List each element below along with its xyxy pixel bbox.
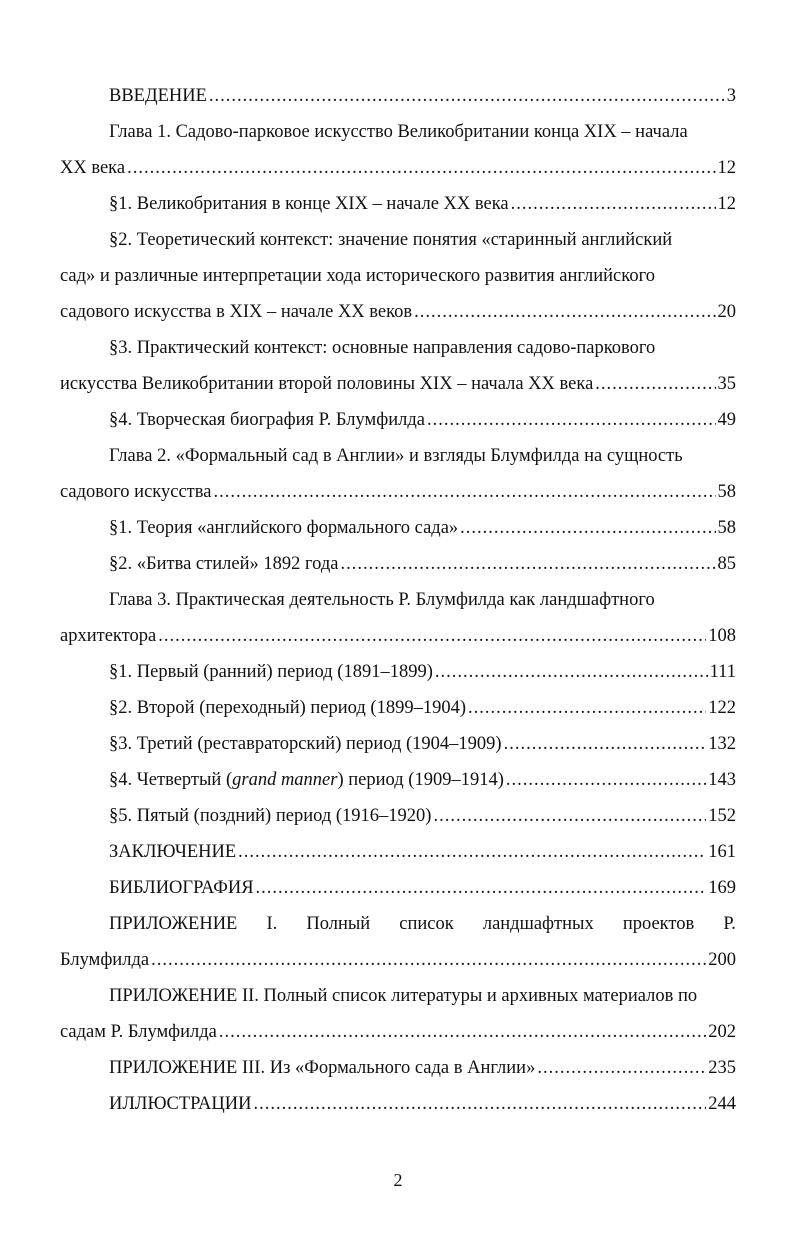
toc-line: [60, 978, 736, 1014]
dot-leader: [435, 654, 708, 690]
toc-line: [60, 258, 736, 294]
toc-entry-title: §4. Творческая биография Р. Блумфилда: [109, 410, 425, 430]
toc-text: Глава 1. Садово-парковое искусство Великобритании конца XIX – начала: [109, 122, 688, 142]
toc-line: [60, 186, 736, 222]
toc-line: [60, 762, 736, 798]
dot-leader: [158, 618, 706, 654]
toc-entry-title: XX века: [60, 158, 126, 178]
toc-page-number: 3: [726, 86, 736, 106]
dot-leader: [414, 294, 715, 330]
toc-line: [60, 330, 736, 366]
toc-page-number: 200: [708, 950, 736, 970]
dot-leader: [238, 834, 706, 870]
toc-line: [60, 114, 736, 150]
toc-title-part: §4. Четвертый (: [109, 770, 233, 790]
dot-leader: [506, 762, 706, 798]
toc-text: §3. Практический контекст: основные направления садово-паркового: [109, 338, 656, 358]
toc-page-number: 108: [708, 626, 736, 646]
toc-line: [60, 654, 736, 690]
toc-line: [60, 1014, 736, 1050]
toc-line: [60, 618, 736, 654]
toc-line: [60, 150, 736, 186]
dot-leader: [256, 870, 707, 906]
toc-text: сад» и различные интерпретации хода исторического развития английского: [60, 266, 655, 286]
toc-page-number: 58: [717, 482, 736, 502]
dot-leader: [209, 78, 725, 114]
toc-title-part: ) период (1909–1914): [337, 770, 504, 790]
toc-word: Полный: [306, 914, 371, 934]
toc-line: [60, 870, 736, 906]
dot-leader: [595, 366, 715, 402]
dot-leader: [460, 510, 715, 546]
toc-entry-title: садового искусства: [60, 482, 212, 502]
toc-entry-title: ЗАКЛЮЧЕНИЕ: [109, 842, 237, 862]
toc-entry-title: §5. Пятый (поздний) период (1916–1920): [109, 806, 432, 826]
toc-page-number: 152: [708, 806, 736, 826]
toc-entry-title: ВВЕДЕНИЕ: [109, 86, 207, 106]
toc-entry-title: §1. Теория «английского формального сада»: [109, 518, 459, 538]
dot-leader: [511, 186, 716, 222]
toc-title-italic: grand manner: [232, 770, 338, 790]
toc-line: [60, 402, 736, 438]
toc-text: Глава 3. Практическая деятельность Р. Блумфилда как ландшафтного: [109, 590, 655, 610]
toc-line: [60, 582, 736, 618]
toc-entry-title: §2. «Битва стилей» 1892 года: [109, 554, 339, 574]
toc-word: Р.: [723, 914, 736, 934]
toc-entry-title: [109, 762, 504, 798]
toc-entry-title: Блумфилда: [60, 950, 150, 970]
dot-leader: [253, 1086, 706, 1122]
toc-page-number: 111: [709, 662, 736, 682]
toc-line: [60, 78, 736, 114]
toc-line: [60, 222, 736, 258]
toc-line: [60, 438, 736, 474]
dot-leader: [219, 1014, 706, 1050]
toc-page-number: 122: [708, 698, 736, 718]
table-of-contents: [60, 78, 736, 1122]
toc-page-number: 12: [717, 194, 736, 214]
toc-line: [60, 510, 736, 546]
toc-line: [60, 1050, 736, 1086]
toc-word: ПРИЛОЖЕНИЕ: [109, 914, 238, 934]
toc-page-number: 49: [717, 410, 736, 430]
toc-entry-title: §2. Второй (переходный) период (1899–1904): [109, 698, 466, 718]
toc-line: [60, 1086, 736, 1122]
toc-entry-title: §3. Третий (реставраторский) период (1904–1909): [109, 734, 502, 754]
toc-page-number: 58: [717, 518, 736, 538]
toc-text: ПРИЛОЖЕНИЕ II. Полный список литературы и архивных материалов по: [109, 986, 698, 1006]
toc-page-number: 132: [708, 734, 736, 754]
dot-leader: [151, 942, 706, 978]
dot-leader: [433, 798, 706, 834]
toc-line: [60, 474, 736, 510]
toc-page-number: 161: [708, 842, 736, 862]
toc-entry-title: §1. Великобритания в конце XIX – начале XX века: [109, 194, 509, 214]
toc-line: [60, 366, 736, 402]
dot-leader: [427, 402, 716, 438]
toc-page-number: 244: [708, 1094, 736, 1114]
toc-line: [60, 726, 736, 762]
toc-page-number: 202: [708, 1022, 736, 1042]
page-number: 2: [393, 1170, 403, 1190]
toc-entry-title: БИБЛИОГРАФИЯ: [109, 878, 254, 898]
toc-text: Глава 2. «Формальный сад в Англии» и взгляды Блумфилда на сущность: [109, 446, 683, 466]
toc-word: проектов: [622, 914, 695, 934]
dot-leader: [213, 474, 715, 510]
toc-entry-title: садового искусства в XIX – начале XX веков: [60, 302, 413, 322]
toc-line: [60, 798, 736, 834]
toc-word: список: [399, 914, 454, 934]
toc-line: [60, 942, 736, 978]
toc-entry-title: архитектора: [60, 626, 157, 646]
dot-leader: [504, 726, 707, 762]
dot-leader: [127, 150, 715, 186]
dot-leader: [537, 1050, 706, 1086]
toc-entry-title: искусства Великобритании второй половины XIX – начала XX века: [60, 374, 594, 394]
toc-page-number: 20: [717, 302, 736, 322]
toc-entry-title: §1. Первый (ранний) период (1891–1899): [109, 662, 433, 682]
toc-line: [60, 906, 736, 942]
toc-line: [60, 834, 736, 870]
toc-word: I.: [266, 914, 278, 934]
toc-entry-title: садам Р. Блумфилда: [60, 1022, 217, 1042]
toc-line: [60, 690, 736, 726]
toc-page-number: 169: [708, 878, 736, 898]
toc-page-number: 85: [717, 554, 736, 574]
dot-leader: [340, 546, 715, 582]
toc-text: §2. Теоретический контекст: значение понятия «старинный английский: [109, 230, 673, 250]
toc-page-number: 35: [717, 374, 736, 394]
toc-word: ландшафтных: [482, 914, 594, 934]
toc-entry-title: ИЛЛЮСТРАЦИИ: [109, 1094, 252, 1114]
toc-line: [60, 294, 736, 330]
toc-page-number: 143: [708, 770, 736, 790]
toc-page-number: 12: [717, 158, 736, 178]
toc-line: [60, 546, 736, 582]
toc-page-number: 235: [708, 1058, 736, 1078]
toc-entry-title: ПРИЛОЖЕНИЕ III. Из «Формального сада в Англии»: [109, 1058, 536, 1078]
dot-leader: [468, 690, 706, 726]
